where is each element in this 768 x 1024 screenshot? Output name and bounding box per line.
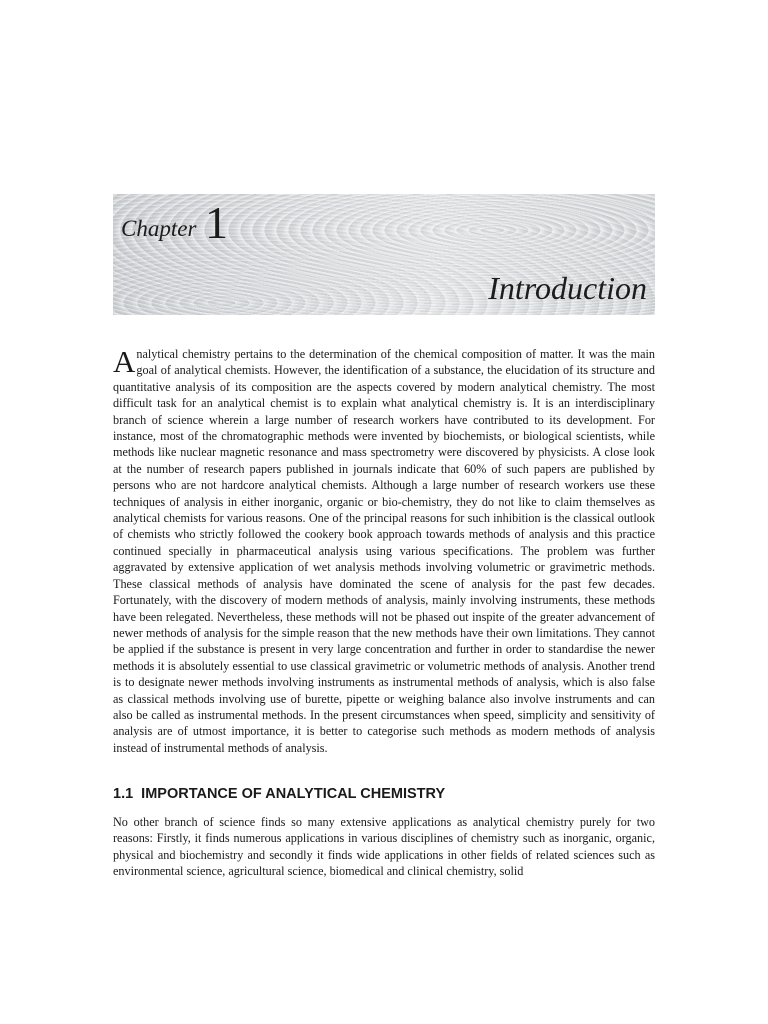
section-number: 1.1: [113, 786, 134, 802]
chapter-label: Chapter: [121, 216, 197, 241]
intro-paragraph: [113, 346, 655, 756]
section-title: IMPORTANCE OF ANALYTICAL CHEMISTRY: [141, 786, 446, 802]
chapter-title: Introduction: [488, 270, 647, 306]
drop-cap: A: [113, 344, 136, 379]
chapter-number: 1: [205, 197, 228, 248]
section-heading: [113, 786, 445, 802]
section-paragraph: No other branch of science finds so many extensive applications as analytical chemistry purely for two reasons: Firstly, it finds numerous applications in various disciplines of chemistry such as inorganic, organic, physical and biochemistry and secondly it finds wide applications in other fields of related sciences such as environmental science, agricultural science, biomedical and clinical chemistry, solid: [113, 815, 655, 879]
intro-text: nalytical chemistry pertains to the determination of the chemical composition of matter. It was the main goal of analytical chemists. However, the identification of a substance, the elucidation of its structure and quantitative analysis of its composition are the aspects covered by modern analytical chemistry. The most difficult task for an analytical chemist is to explain what analytical chemistry is. It is an interdisciplinary branch of science wherein a large number of research workers have contributed to its development. For instance, most of the chromatographic methods were invented by biochemists, or biological scientists, while methods like nuclear magnetic resonance and mass spectrometry were discovered by physicists. A close look at the number of research papers published in journals indicate that 60% of such papers are published by persons who are not hardcore analytical chemists. Although a large number of research workers use these techniques of analysis in either inorganic, organic or bio-chemistry, they do not like to claim themselves as analytical chemists for various reasons. One of the principal reasons for such inhibition is the classical outlook of chemists who strictly followed the cookery book approach towards methods of analysis and this practice continued specially in pharmaceutical analysis using various specifications. The problem was further aggravated by extensive application of wet analysis methods involving volumetric or gravimetric methods. These classical methods of analysis have dominated the scene of analysis for the past few decades. Fortunately, with the discovery of modern methods of analysis, mainly involving instruments, these methods have been relegated. Nevertheless, these methods will not be phased out inspite of the greater advancement of newer methods of analysis for the simple reason that the new methods have their own limitations. They cannot be applied if the substance is present in very large concentration and further in order to standardise the newer methods it is absolutely essential to use classical gravimetric or volumetric methods of analysis. Another trend is to designate newer methods involving instruments as instrumental methods of analysis, which is also false as classical methods involving use of burette, pipette or weighing balance also involve instruments and can also be called as instrumental methods. In the present circumstances when speed, simplicity and sensitivity of analysis are of utmost importance, it is better to categorise such methods as modern methods of analysis instead of instrumental methods of analysis.: [113, 347, 655, 755]
chapter-banner: [113, 194, 655, 315]
